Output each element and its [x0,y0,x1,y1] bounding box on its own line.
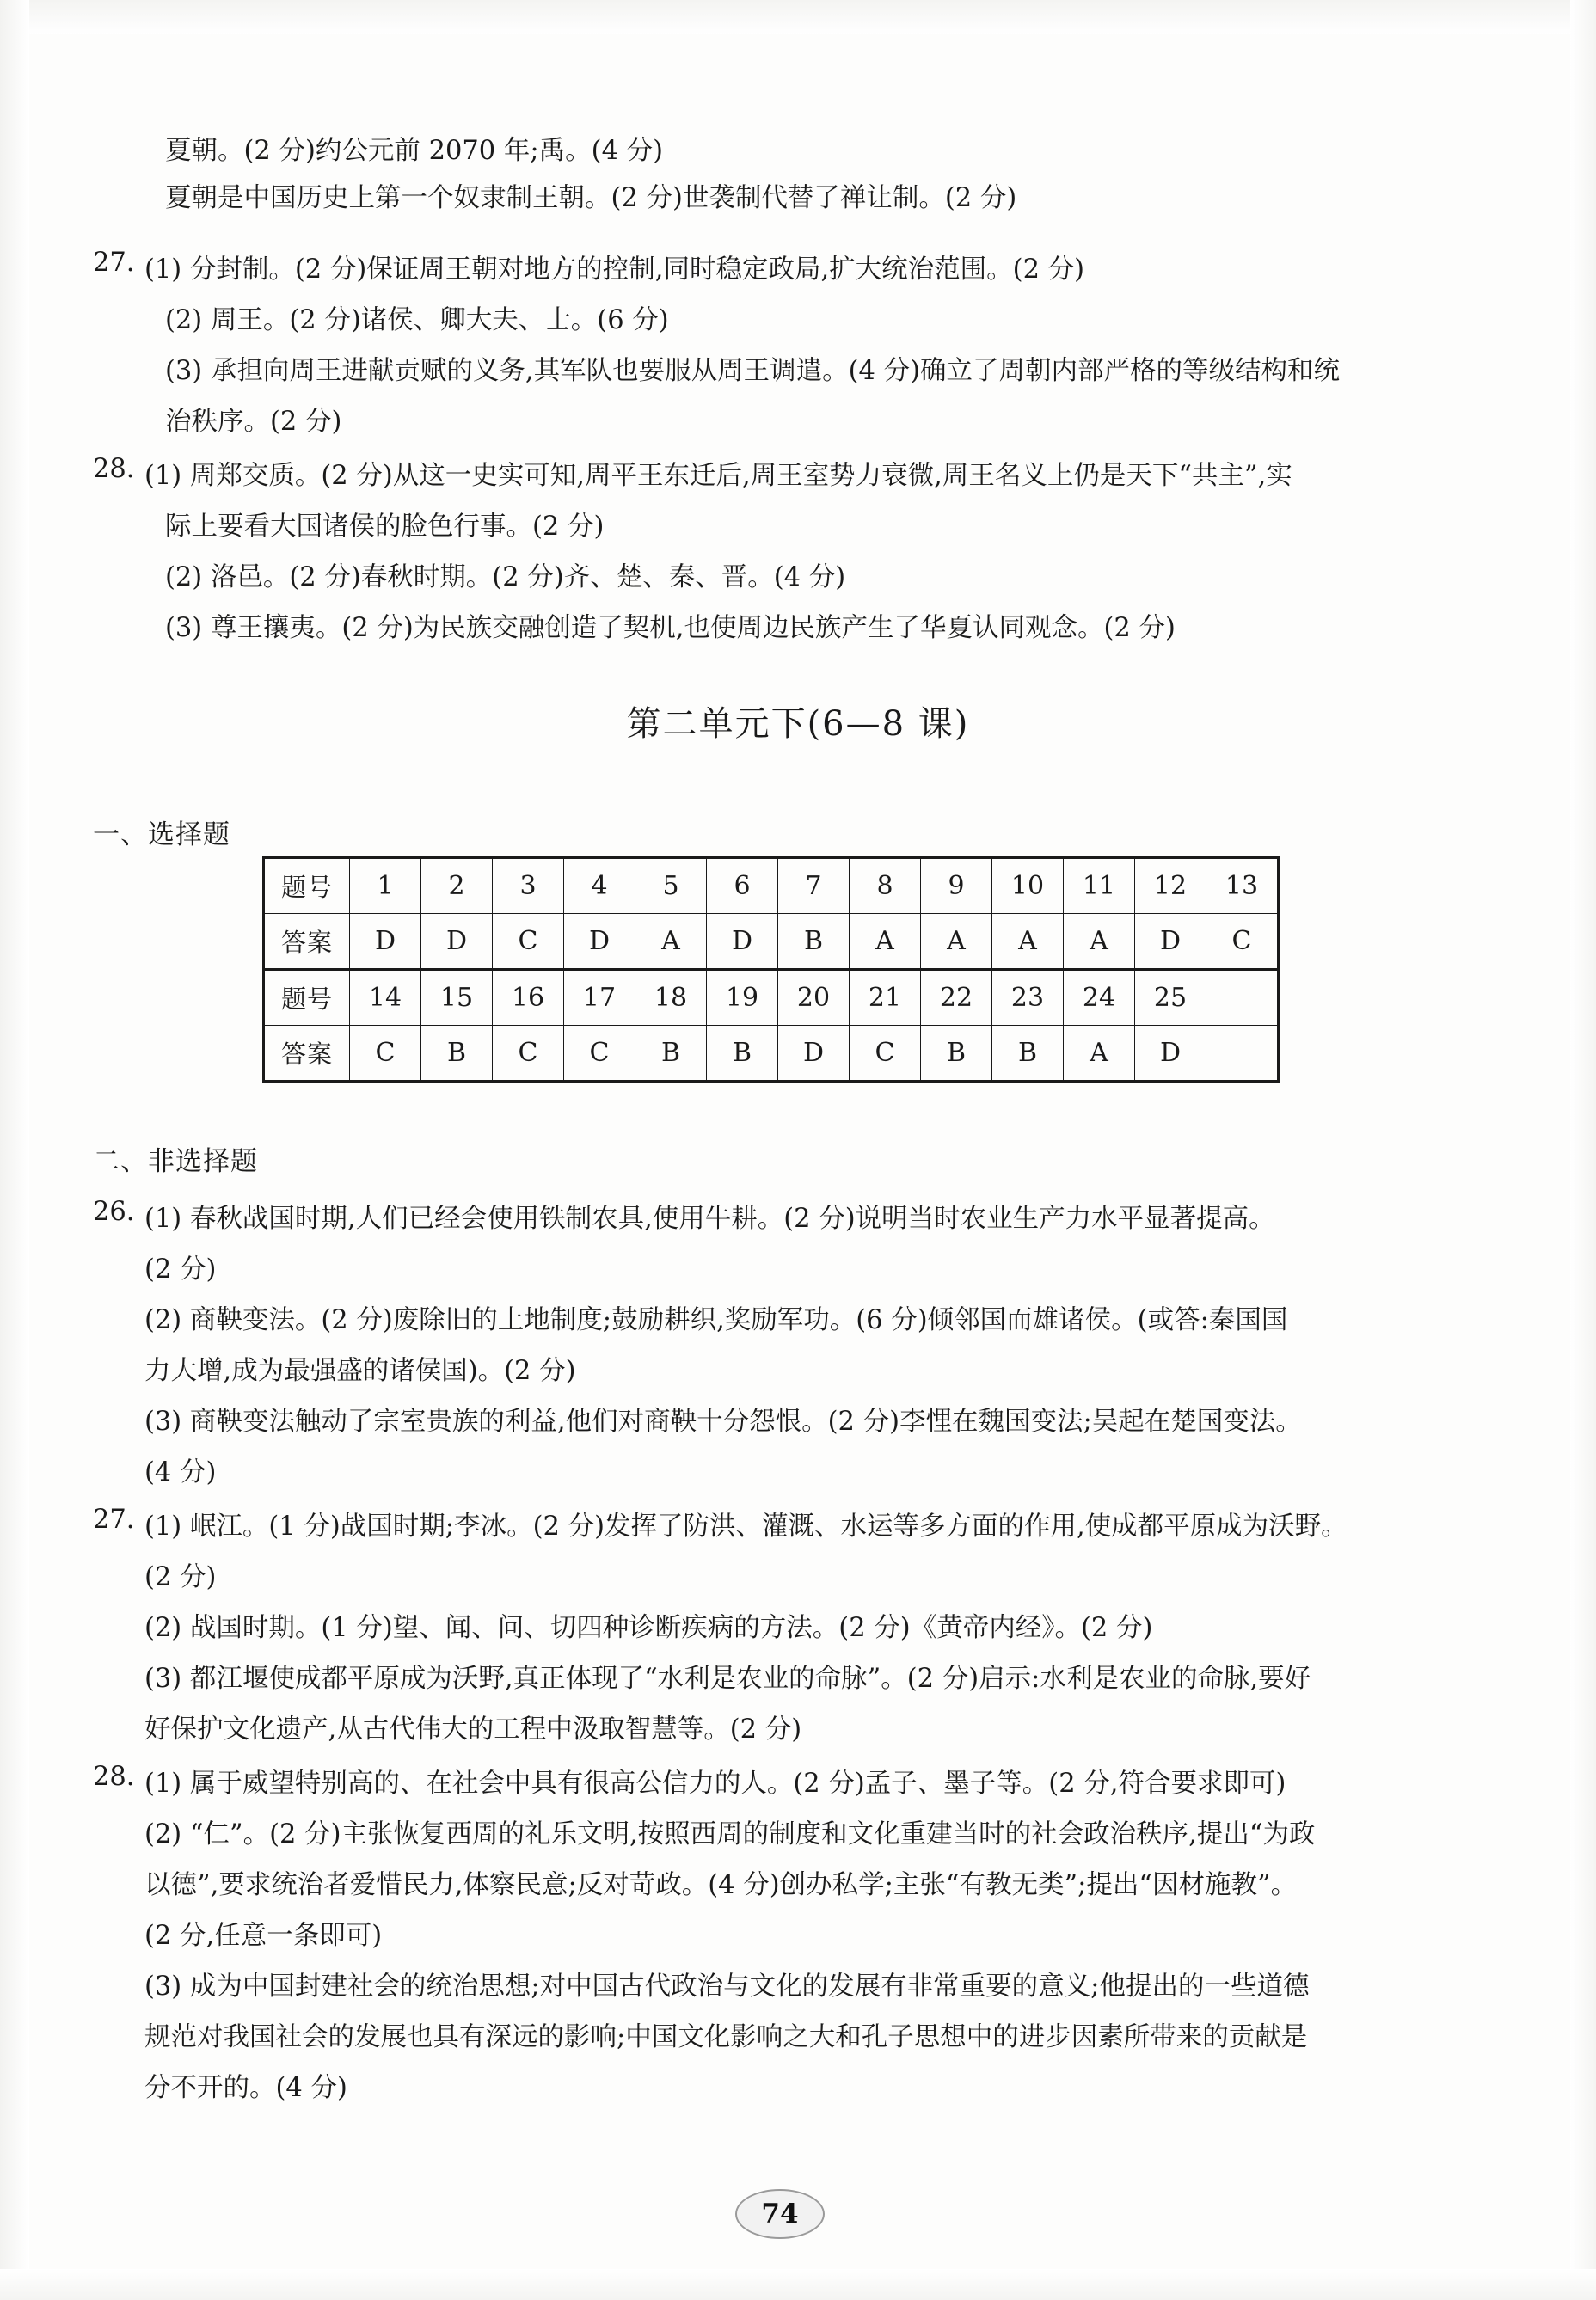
table-cell: 13 [1206,858,1279,914]
table-cell: 4 [564,858,635,914]
table-cell: D [707,914,778,970]
table-cell: 19 [707,970,778,1026]
table-cell: 23 [992,970,1064,1026]
answer-line: (2) “仁”。(2 分)主张恢复西周的礼乐文明,按照西周的制度和文化重建当时的社会政治秩序,提出“为政 [144,1819,1316,1849]
page-number-badge: 74 [735,2189,825,2239]
answer-line: 好保护文化遗产,从古代伟大的工程中汲取智慧等。(2 分) [144,1714,802,1745]
question-number-27: 27. [93,1505,135,1535]
table-cell: 9 [921,858,992,914]
answer-line: (3) 商鞅变法触动了宗室贵族的利益,他们对商鞅十分怨恨。(2 分)李悝在魏国变法;吴起在楚国变法。 [144,1407,1302,1437]
table-cell: D [350,914,421,970]
answer-line: (1) 分封制。(2 分)保证周王朝对地方的控制,同时稳定政局,扩大统治范围。(2 分) [144,255,1085,285]
question-number-28: 28. [93,1762,135,1792]
table-cell: C [493,1026,564,1082]
table-cell: A [992,914,1064,970]
row-header: 答案 [264,914,350,970]
row-header: 答案 [264,1026,350,1082]
table-cell: 14 [350,970,421,1026]
answer-line: (1) 岷江。(1 分)战国时期;李冰。(2 分)发挥了防洪、灌溉、水运等多方面的作用,使成都平原成为沃野。 [144,1512,1347,1542]
table-cell: C [1206,914,1279,970]
table-cell: 1 [350,858,421,914]
table-cell: 11 [1064,858,1135,914]
answer-line: (1) 春秋战国时期,人们已经会使用铁制农具,使用牛耕。(2 分)说明当时农业生产力水平显著提高。 [144,1204,1275,1234]
table-cell: 10 [992,858,1064,914]
section-label-non-choice: 二、非选择题 [93,1146,258,1177]
answer-line: 夏朝。(2 分)约公元前 2070 年;禹。(4 分) [165,136,664,166]
question-number-27-top: 27. [93,248,135,278]
table-cell: 16 [493,970,564,1026]
table-cell: 3 [493,858,564,914]
answer-line: (3) 成为中国封建社会的统治思想;对中国古代政治与文化的发展有非常重要的意义;他提出的一些道德 [144,1972,1310,2002]
answer-table [262,856,1280,1083]
table-row [264,858,1279,914]
table-cell: 8 [850,858,921,914]
answer-line: 治秩序。(2 分) [165,407,342,437]
table-cell: 22 [921,970,992,1026]
answer-line: (2 分) [144,1254,217,1285]
table-cell: A [921,914,992,970]
table-cell: 17 [564,970,635,1026]
table-cell: B [421,1026,493,1082]
table-cell-empty [1206,970,1279,1026]
answer-line: 际上要看大国诸侯的脸色行事。(2 分) [165,512,605,542]
table-cell: A [850,914,921,970]
answer-line: (2) 战国时期。(1 分)望、闻、问、切四种诊断疾病的方法。(2 分)《黄帝内经》。(2 分) [144,1613,1153,1643]
answer-line: (1) 属于威望特别高的、在社会中具有很高公信力的人。(2 分)孟子、墨子等。(2 分,符合要求即可) [144,1769,1286,1799]
answer-line: (4 分) [144,1457,217,1487]
table-cell: 2 [421,858,493,914]
table-cell: 18 [635,970,707,1026]
question-number-28-top: 28. [93,454,135,484]
table-cell: 5 [635,858,707,914]
question-number-26: 26. [93,1197,135,1227]
answer-line: (3) 都江堰使成都平原成为沃野,真正体现了“水利是农业的命脉”。(2 分)启示:水利是农业的命脉,要好 [144,1664,1311,1694]
table-cell: D [1135,1026,1206,1082]
answer-line: (2 分,任意一条即可) [144,1921,383,1951]
table-cell: 24 [1064,970,1135,1026]
table-cell: B [707,1026,778,1082]
table-cell: D [564,914,635,970]
table-cell: A [1064,914,1135,970]
answer-line: (1) 周郑交质。(2 分)从这一史实可知,周平王东迁后,周王室势力衰微,周王名义上仍是天下“共主”,实 [144,461,1292,491]
table-cell: 20 [778,970,850,1026]
table-cell: 15 [421,970,493,1026]
table-cell: C [493,914,564,970]
answer-line: (3) 尊王攘夷。(2 分)为民族交融创造了契机,也使周边民族产生了华夏认同观念。(2 分) [165,613,1176,643]
table-cell: C [350,1026,421,1082]
answer-line: (2 分) [144,1562,217,1592]
answer-line: (2) 洛邑。(2 分)春秋时期。(2 分)齐、楚、秦、晋。(4 分) [165,562,846,592]
answer-table-container [262,856,1280,1083]
table-row [264,914,1279,970]
row-header: 题号 [264,858,350,914]
table-cell: 12 [1135,858,1206,914]
table-cell-empty [1206,1026,1279,1082]
table-cell: 25 [1135,970,1206,1026]
table-cell: 7 [778,858,850,914]
section-label-choice: 一、选择题 [93,819,230,850]
answer-line: (2) 商鞅变法。(2 分)废除旧的土地制度;鼓励耕织,奖励军功。(6 分)倾邻国而雄诸侯。(或答:秦国国 [144,1305,1288,1335]
table-cell: B [992,1026,1064,1082]
table-cell: 6 [707,858,778,914]
answer-line: 力大增,成为最强盛的诸侯国)。(2 分) [144,1356,576,1386]
answer-line: (3) 承担向周王进献贡赋的义务,其军队也要服从周王调遣。(4 分)确立了周朝内部严格的等级结构和统 [165,356,1340,386]
row-header: 题号 [264,970,350,1026]
table-cell: B [778,914,850,970]
answer-line: (2) 周王。(2 分)诸侯、卿大夫、士。(6 分) [165,305,669,335]
table-row [264,1026,1279,1082]
table-cell: B [921,1026,992,1082]
unit-heading: 第二单元下(6—8 课) [626,704,970,744]
table-cell: D [778,1026,850,1082]
table-cell: C [850,1026,921,1082]
table-cell: B [635,1026,707,1082]
answer-line: 以德”,要求统治者爱惜民力,体察民意;反对苛政。(4 分)创办私学;主张“有教无类”;提出“因材施教”。 [144,1870,1298,1900]
answer-line: 分不开的。(4 分) [144,2073,347,2103]
table-cell: D [421,914,493,970]
table-cell: C [564,1026,635,1082]
answer-line: 规范对我国社会的发展也具有深远的影响;中国文化影响之大和孔子思想中的进步因素所带来的贡献是 [144,2022,1308,2052]
table-cell: A [1064,1026,1135,1082]
answer-line: 夏朝是中国历史上第一个奴隶制王朝。(2 分)世袭制代替了禅让制。(2 分) [165,183,1017,213]
table-cell: A [635,914,707,970]
table-cell: 21 [850,970,921,1026]
table-cell: D [1135,914,1206,970]
table-row [264,970,1279,1026]
